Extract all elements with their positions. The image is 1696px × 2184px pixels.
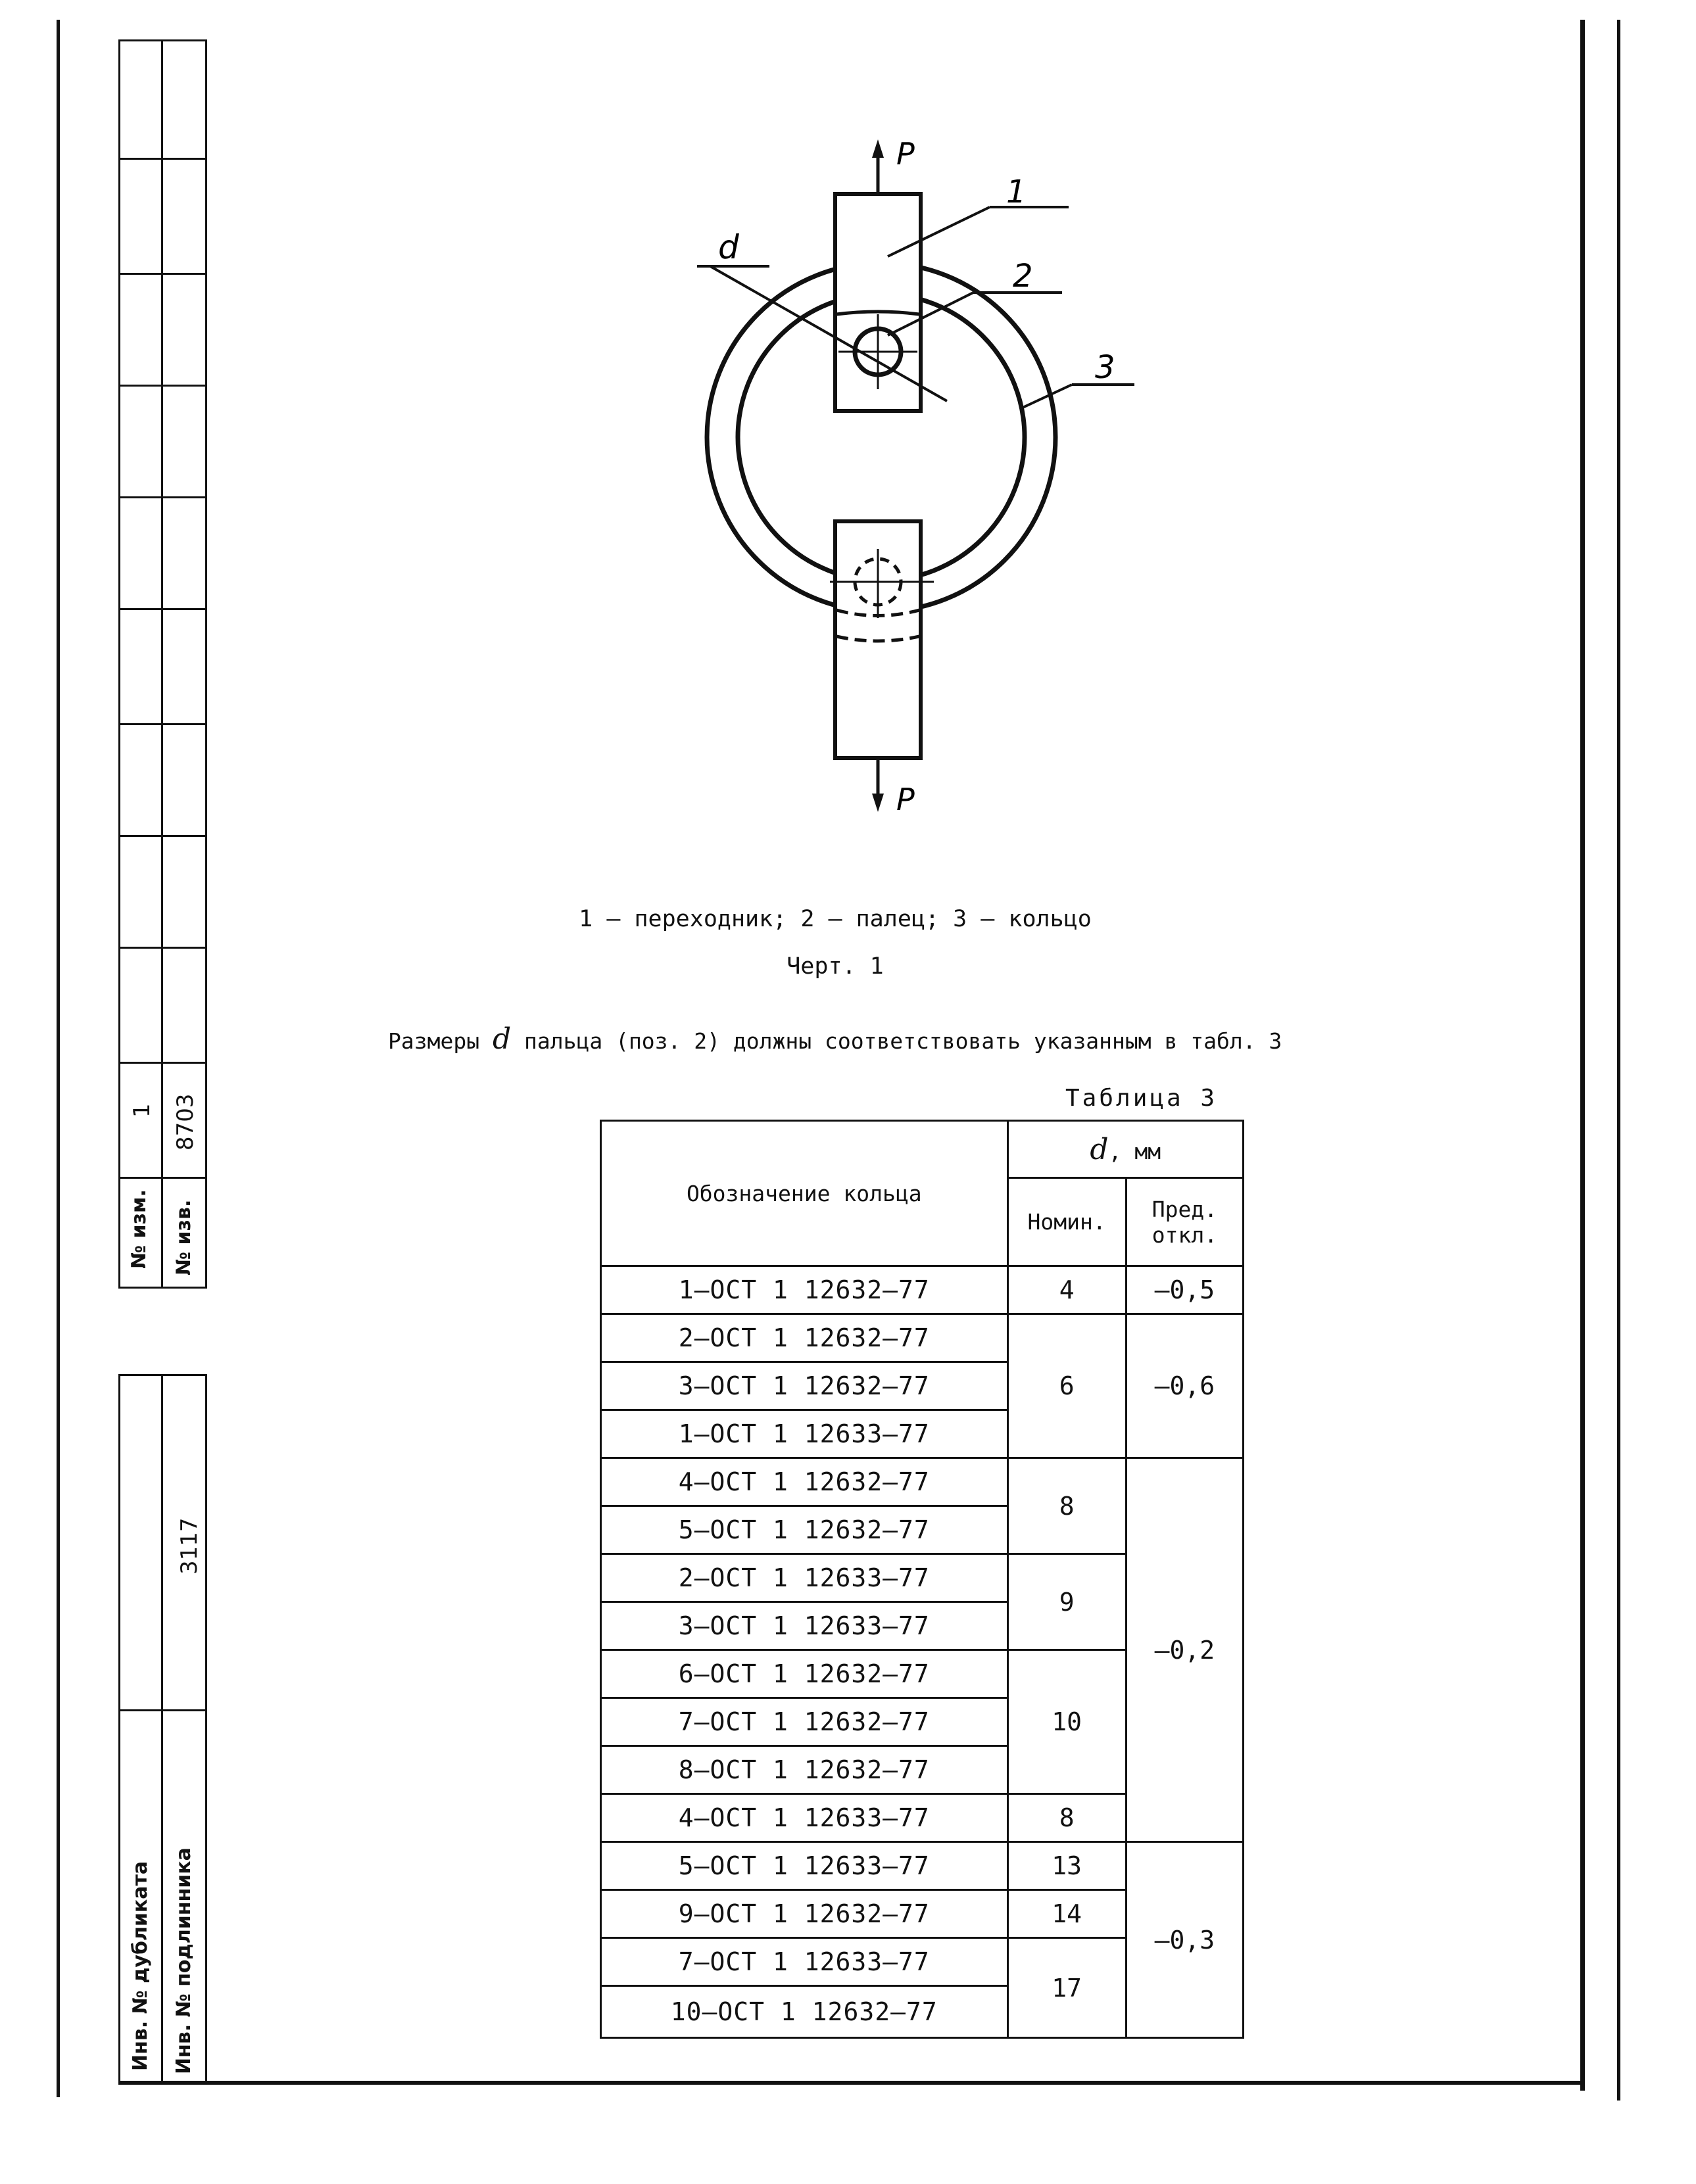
ring-designation: 4–ОСТ 1 12633–77 [601, 1794, 1008, 1842]
nominal-value: 17 [1007, 1938, 1126, 2038]
header-d-unit: , мм [1108, 1138, 1161, 1164]
deviation-value: –0,5 [1126, 1266, 1243, 1314]
header-deviation-line1: Пред. [1151, 1196, 1218, 1222]
diameter-label-d: d [718, 228, 739, 266]
side-grid-line [118, 947, 207, 949]
ring-designation: 4–ОСТ 1 12632–77 [601, 1458, 1008, 1506]
izv-value: 8703 [172, 1093, 199, 1151]
force-label-top: P [896, 136, 915, 172]
ring-designation: 1–ОСТ 1 12632–77 [601, 1266, 1008, 1314]
frame-bottom-line [118, 2081, 1584, 2085]
nominal-value: 8 [1007, 1794, 1126, 1842]
deviation-value: –0,3 [1126, 1842, 1243, 2038]
sentence-after: пальца (поз. 2) должны соответствовать указанным в табл. 3 [524, 1028, 1282, 1054]
ring-test-drawing [0, 0, 1696, 868]
sentence-before: Размеры [388, 1028, 480, 1054]
nominal-value: 4 [1007, 1266, 1126, 1314]
ring-dimensions-table [600, 1120, 1244, 2039]
izm-label: № изм. [128, 1189, 151, 1269]
deviation-value: –0,2 [1126, 1458, 1243, 1842]
nominal-value: 10 [1007, 1650, 1126, 1794]
table-row [601, 1314, 1244, 1362]
figure-caption: Черт. 1 [787, 953, 884, 980]
nominal-value: 6 [1007, 1314, 1126, 1458]
position-label-1: 1 [1006, 174, 1027, 210]
header-d [1007, 1121, 1244, 1178]
ring-designation: 1–ОСТ 1 12633–77 [601, 1410, 1008, 1458]
figure-legend: 1 – переходник; 2 – палец; 3 – кольцо [579, 906, 1092, 932]
ring-designation: 7–ОСТ 1 12633–77 [601, 1938, 1008, 1986]
ring-designation: 3–ОСТ 1 12633–77 [601, 1602, 1008, 1650]
nominal-value: 14 [1007, 1890, 1126, 1938]
header-designation: Обозначение кольца [601, 1121, 1008, 1266]
force-label-bottom: P [896, 782, 915, 817]
izm-value: 1 [129, 1103, 155, 1118]
ring-designation: 5–ОСТ 1 12633–77 [601, 1842, 1008, 1890]
table-title: Таблица 3 [1065, 1085, 1218, 1112]
ring-designation: 7–ОСТ 1 12632–77 [601, 1698, 1008, 1746]
table-row [601, 1458, 1244, 1506]
table-row [601, 1842, 1244, 1890]
ring-designation: 5–ОСТ 1 12632–77 [601, 1506, 1008, 1554]
ring-designation: 2–ОСТ 1 12632–77 [601, 1314, 1008, 1362]
force-arrowhead-top [872, 139, 884, 158]
ring-designation: 2–ОСТ 1 12633–77 [601, 1554, 1008, 1602]
position-label-2: 2 [1013, 258, 1033, 295]
izv-label: № изв. [172, 1199, 195, 1275]
side-grid-line [118, 1177, 207, 1179]
position-label-3: 3 [1095, 349, 1115, 386]
header-nominal: Номин. [1007, 1178, 1126, 1266]
side-grid-line [118, 1062, 207, 1064]
ring-designation: 9–ОСТ 1 12632–77 [601, 1890, 1008, 1938]
ring-designation: 10–ОСТ 1 12632–77 [601, 1986, 1008, 2038]
ring-designation: 6–ОСТ 1 12632–77 [601, 1650, 1008, 1698]
nominal-value: 9 [1007, 1554, 1126, 1650]
header-deviation-line2: откл. [1151, 1222, 1218, 1248]
podl-label: Инв. № подлинника [172, 1847, 195, 2074]
nominal-value: 8 [1007, 1458, 1126, 1554]
ring-designation: 3–ОСТ 1 12632–77 [601, 1362, 1008, 1410]
dubl-label: Инв. № дубликата [129, 1861, 152, 2071]
header-deviation [1126, 1178, 1243, 1266]
table-row [601, 1266, 1244, 1314]
sentence-symbol-d: d [492, 1022, 512, 1056]
ring-designation: 8–ОСТ 1 12632–77 [601, 1746, 1008, 1794]
table-reference-sentence [388, 1022, 1282, 1056]
force-arrowhead-bottom [872, 794, 884, 812]
header-d-symbol: d [1090, 1132, 1109, 1166]
side-stamp-lower-divider [161, 1374, 163, 2084]
side-stamp-lower-split [118, 1709, 207, 1711]
deviation-value: –0,6 [1126, 1314, 1243, 1458]
nominal-value: 13 [1007, 1842, 1126, 1890]
podl-value: 3117 [176, 1517, 203, 1575]
